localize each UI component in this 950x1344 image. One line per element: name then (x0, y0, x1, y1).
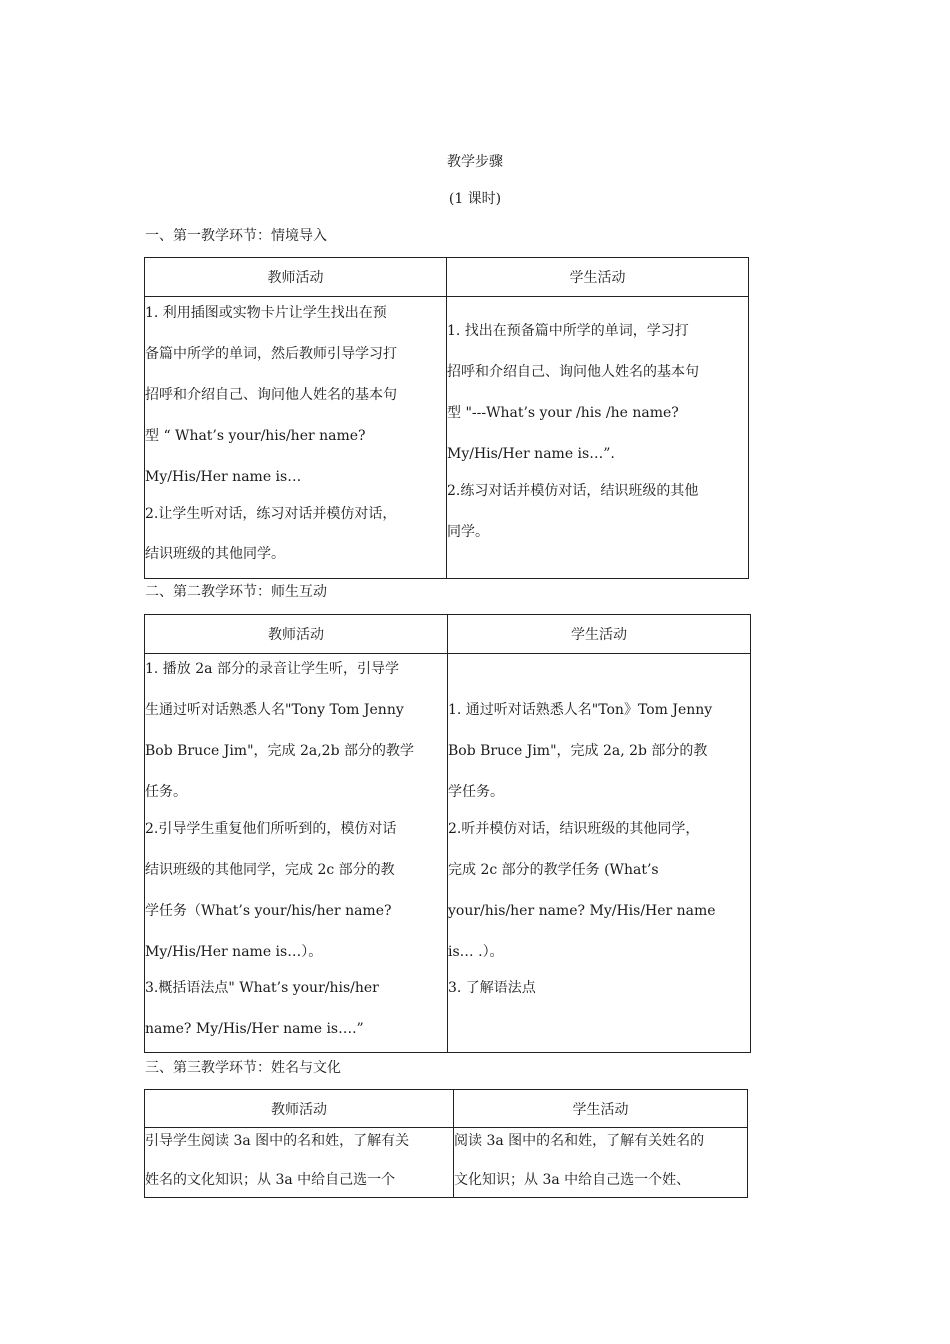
student-line: your/his/her name? My/His/Her name (448, 903, 716, 919)
teacher-activity-cell (145, 1128, 454, 1198)
teacher-column-header: 教师活动 (145, 258, 447, 297)
teacher-line: 2.让学生听对话，练习对话并模仿对话， (145, 506, 397, 522)
teacher-line: 2.引导学生重复他们所听到的，模仿对话 (145, 821, 397, 837)
student-line: Bob Bruce Jim"，完成 2a, 2b 部分的教 (448, 743, 708, 759)
teacher-activity-cell (145, 297, 447, 579)
teacher-line: 招呼和介绍自己、询问他人姓名的基本句 (145, 387, 397, 403)
student-line: 完成 2c 部分的教学任务 (What’s (448, 862, 659, 878)
teacher-line: 结识班级的其他同学。 (145, 546, 285, 562)
teacher-line: My/His/Her name is… (145, 469, 302, 485)
student-activity-cell (448, 654, 751, 1053)
student-line: 2.听并模仿对话，结识班级的其他同学， (448, 821, 700, 837)
teacher-column-header: 教师活动 (145, 1090, 454, 1128)
teacher-line: 学任务（What’s your/his/her name? (145, 903, 392, 919)
student-line: 型 "---What’s your /his /he name? (447, 405, 679, 421)
section-3-heading: 三、第三教学环节：姓名与文化 (145, 1060, 341, 1076)
teacher-line: name? My/His/Her name is….” (145, 1021, 364, 1037)
teacher-activity-cell (145, 654, 448, 1053)
student-column-header: 学生活动 (448, 615, 751, 654)
teacher-line: 生通过听对话熟悉人名"Tony Tom Jenny (145, 702, 404, 718)
student-line: 文化知识；从 3a 中给自己选一个姓、 (454, 1172, 691, 1188)
section-3-table (144, 1089, 748, 1198)
student-line: 2.练习对话并模仿对话，结识班级的其他 (447, 483, 699, 499)
teacher-line: My/His/Her name is…）。 (145, 944, 323, 960)
student-line: My/His/Her name is…”. (447, 446, 615, 462)
page-subtitle: (1 课时) (448, 191, 502, 207)
section-2-heading: 二、第二教学环节：师生互动 (145, 584, 327, 600)
teacher-line: 3.概括语法点" What’s your/his/her (145, 980, 379, 996)
student-line: 学任务。 (448, 784, 504, 800)
teacher-line: 1. 利用插图或实物卡片让学生找出在预 (145, 305, 387, 321)
student-line: is… .）。 (448, 944, 504, 960)
section-1-heading: 一、第一教学环节：情境导入 (145, 228, 327, 244)
student-activity-cell (454, 1128, 748, 1198)
teacher-line: 1. 播放 2a 部分的录音让学生听，引导学 (145, 661, 399, 677)
teacher-line: 姓名的文化知识；从 3a 中给自己选一个 (145, 1172, 396, 1188)
student-activity-cell (447, 297, 749, 579)
teacher-line: 任务。 (145, 784, 187, 800)
teacher-line: 备篇中所学的单词，然后教师引导学习打 (145, 346, 397, 362)
teacher-line: 型 “ What’s your/his/her name? (145, 428, 366, 444)
student-line: 同学。 (447, 524, 489, 540)
teacher-column-header: 教师活动 (145, 615, 448, 654)
student-line: 阅读 3a 图中的名和姓，了解有关姓名的 (454, 1133, 705, 1149)
teacher-line: 引导学生阅读 3a 图中的名和姓，了解有关 (145, 1133, 410, 1149)
teacher-line: 结识班级的其他同学，完成 2c 部分的教 (145, 862, 395, 878)
student-line: 招呼和介绍自己、询问他人姓名的基本句 (447, 364, 699, 380)
student-column-header: 学生活动 (447, 258, 749, 297)
student-column-header: 学生活动 (454, 1090, 748, 1128)
section-2-table (144, 614, 751, 1053)
student-line: 1. 通过听对话熟悉人名"Ton》Tom Jenny (448, 702, 713, 718)
student-line: 3. 了解语法点 (448, 980, 536, 996)
page-title: 教学步骤 (447, 154, 503, 170)
student-line: 1. 找出在预备篇中所学的单词，学习打 (447, 323, 689, 339)
section-1-table (144, 257, 749, 579)
teacher-line: Bob Bruce Jim"，完成 2a,2b 部分的教学 (145, 743, 414, 759)
